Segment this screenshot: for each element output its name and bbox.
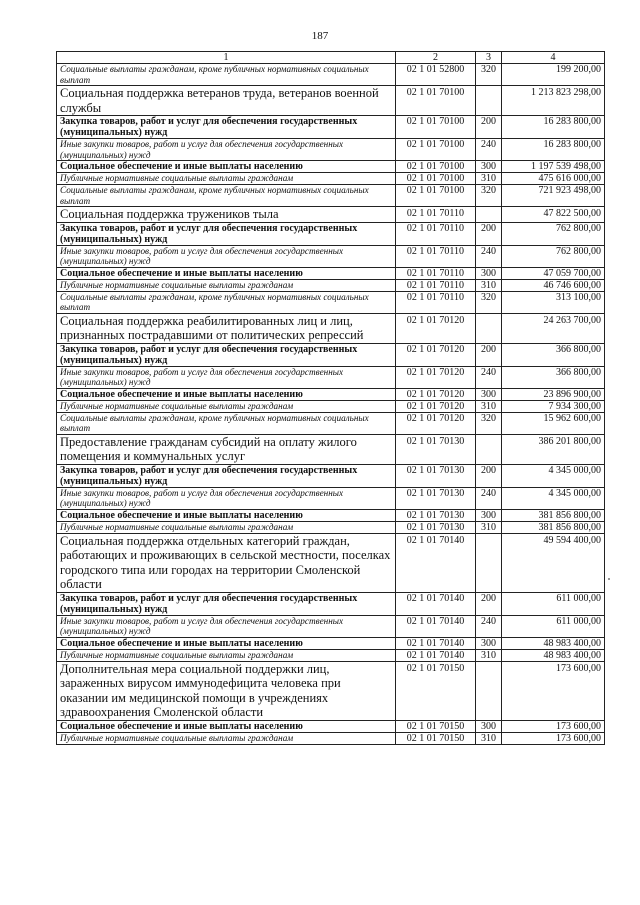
table-row [57,279,605,291]
row-type-cell: 310 [476,279,502,291]
row-type-cell: 320 [476,64,502,86]
column-header-name: 1 [57,52,396,64]
row-code-cell: 02 1 01 70110 [396,207,476,223]
row-amount-cell: 49 594 400,00 [502,533,605,592]
row-type-cell: 240 [476,487,502,509]
row-name-cell: Дополнительная мера социальной поддержки лиц, зараженных вирусом иммунодефицита человека при оказании им медицинской помощи в учреждениях здравоохранения Смоленской области [57,661,396,720]
row-code-cell: 02 1 01 70130 [396,434,476,464]
row-type-cell: 200 [476,343,502,366]
row-code-cell: 02 1 01 70100 [396,139,476,161]
row-code-cell: 02 1 01 70120 [396,388,476,400]
budget-table-body [57,52,605,745]
table-row [57,434,605,464]
table-row [57,533,605,592]
row-code-cell: 02 1 01 70130 [396,521,476,533]
row-code-cell: 02 1 01 70140 [396,615,476,637]
row-type-cell [476,533,502,592]
row-type-cell: 200 [476,464,502,487]
table-row [57,139,605,161]
row-code-cell: 02 1 01 70130 [396,487,476,509]
row-amount-cell: 611 000,00 [502,592,605,615]
row-name-cell: Социальное обеспечение и иные выплаты населению [57,267,396,279]
row-code-cell: 02 1 01 70100 [396,173,476,185]
table-row [57,185,605,207]
row-name-cell: Публичные нормативные социальные выплаты гражданам [57,279,396,291]
row-code-cell: 02 1 01 70100 [396,185,476,207]
table-row [57,267,605,279]
row-name-cell: Социальные выплаты гражданам, кроме публичных нормативных социальных выплат [57,185,396,207]
row-code-cell: 02 1 01 70100 [396,86,476,116]
row-code-cell: 02 1 01 70120 [396,412,476,434]
row-type-cell: 310 [476,521,502,533]
row-name-cell: Предоставление гражданам субсидий на оплату жилого помещения и коммунальных услуг [57,434,396,464]
row-type-cell: 310 [476,400,502,412]
row-type-cell [476,86,502,116]
row-type-cell: 300 [476,161,502,173]
row-name-cell: Социальное обеспечение и иные выплаты населению [57,720,396,732]
table-row [57,661,605,720]
row-name-cell: Публичные нормативные социальные выплаты гражданам [57,649,396,661]
row-amount-cell: 47 822 500,00 [502,207,605,223]
row-type-cell [476,207,502,223]
table-row [57,509,605,521]
row-name-cell: Закупка товаров, работ и услуг для обеспечения государственных (муниципальных) нужд [57,343,396,366]
table-row [57,207,605,223]
row-code-cell: 02 1 01 70150 [396,732,476,744]
table-row [57,720,605,732]
row-code-cell: 02 1 01 70140 [396,637,476,649]
row-type-cell: 300 [476,267,502,279]
row-code-cell: 02 1 01 70110 [396,279,476,291]
row-type-cell: 200 [476,592,502,615]
row-type-cell: 320 [476,185,502,207]
row-name-cell: Публичные нормативные социальные выплаты гражданам [57,521,396,533]
row-type-cell: 310 [476,173,502,185]
row-name-cell: Социальные выплаты гражданам, кроме публичных нормативных социальных выплат [57,291,396,313]
row-type-cell: 240 [476,615,502,637]
row-code-cell: 02 1 01 70140 [396,649,476,661]
row-type-cell: 300 [476,637,502,649]
table-row [57,245,605,267]
row-name-cell: Социальное обеспечение и иные выплаты населению [57,509,396,521]
row-amount-cell: 721 923 498,00 [502,185,605,207]
row-type-cell: 300 [476,388,502,400]
row-amount-cell: 611 000,00 [502,615,605,637]
row-amount-cell: 16 283 800,00 [502,139,605,161]
row-name-cell: Социальное обеспечение и иные выплаты населению [57,388,396,400]
row-amount-cell: 16 283 800,00 [502,116,605,139]
row-code-cell: 02 1 01 70130 [396,509,476,521]
table-row [57,592,605,615]
table-row [57,86,605,116]
row-code-cell: 02 1 01 70100 [396,116,476,139]
table-row [57,313,605,343]
table-row [57,388,605,400]
table-row [57,412,605,434]
table-row [57,487,605,509]
table-row [57,732,605,744]
row-code-cell: 02 1 01 70140 [396,533,476,592]
row-code-cell: 02 1 01 70120 [396,343,476,366]
row-amount-cell: 23 896 900,00 [502,388,605,400]
row-amount-cell: 313 100,00 [502,291,605,313]
table-row [57,173,605,185]
row-amount-cell: 4 345 000,00 [502,464,605,487]
row-amount-cell: 48 983 400,00 [502,649,605,661]
row-code-cell: 02 1 01 70110 [396,222,476,245]
row-name-cell: Закупка товаров, работ и услуг для обеспечения государственных (муниципальных) нужд [57,592,396,615]
row-type-cell: 320 [476,291,502,313]
row-name-cell: Социальная поддержка отдельных категорий граждан, работающих и проживающих в сельской местности, поселках городского типа или городах на территории Смоленской области [57,533,396,592]
row-amount-cell: 199 200,00 [502,64,605,86]
row-amount-cell: 762 800,00 [502,222,605,245]
table-row [57,343,605,366]
row-name-cell: Социальное обеспечение и иные выплаты населению [57,637,396,649]
column-header-type: 3 [476,52,502,64]
row-amount-cell: 173 600,00 [502,732,605,744]
row-type-cell: 300 [476,509,502,521]
row-type-cell: 240 [476,366,502,388]
row-code-cell: 02 1 01 70120 [396,313,476,343]
row-type-cell: 320 [476,412,502,434]
table-row [57,615,605,637]
row-name-cell: Закупка товаров, работ и услуг для обеспечения государственных (муниципальных) нужд [57,464,396,487]
row-amount-cell: 46 746 600,00 [502,279,605,291]
table-row [57,649,605,661]
row-code-cell: 02 1 01 70150 [396,661,476,720]
row-name-cell: Публичные нормативные социальные выплаты гражданам [57,732,396,744]
table-row [57,161,605,173]
table-row [57,637,605,649]
row-code-cell: 02 1 01 70110 [396,245,476,267]
row-amount-cell: 762 800,00 [502,245,605,267]
row-amount-cell: 386 201 800,00 [502,434,605,464]
column-header-amount: 4 [502,52,605,64]
table-row [57,464,605,487]
row-type-cell [476,313,502,343]
row-amount-cell: 24 263 700,00 [502,313,605,343]
row-amount-cell: 173 600,00 [502,661,605,720]
row-name-cell: Социальные выплаты гражданам, кроме публичных нормативных социальных выплат [57,412,396,434]
table-row [57,116,605,139]
table-row [57,521,605,533]
row-name-cell: Публичные нормативные социальные выплаты гражданам [57,400,396,412]
row-code-cell: 02 1 01 70120 [396,400,476,412]
row-amount-cell: 366 800,00 [502,366,605,388]
row-name-cell: Социальное обеспечение и иные выплаты населению [57,161,396,173]
table-row [57,64,605,86]
row-name-cell: Социальная поддержка реабилитированных лиц и лиц, признанных пострадавшими от политических репрессий [57,313,396,343]
row-name-cell: Иные закупки товаров, работ и услуг для обеспечения государственных (муниципальных) нужд [57,366,396,388]
row-amount-cell: 381 856 800,00 [502,509,605,521]
row-type-cell: 310 [476,649,502,661]
row-amount-cell: 1 197 539 498,00 [502,161,605,173]
row-type-cell [476,434,502,464]
row-code-cell: 02 1 01 52800 [396,64,476,86]
row-amount-cell: 15 962 600,00 [502,412,605,434]
row-type-cell: 300 [476,720,502,732]
row-name-cell: Иные закупки товаров, работ и услуг для обеспечения государственных (муниципальных) нужд [57,615,396,637]
table-row [57,291,605,313]
scan-speck [608,578,610,580]
row-code-cell: 02 1 01 70120 [396,366,476,388]
row-type-cell: 310 [476,732,502,744]
row-amount-cell: 366 800,00 [502,343,605,366]
page-number: 187 [311,30,329,42]
table-header-row [57,52,605,64]
table-row [57,400,605,412]
table-row [57,222,605,245]
row-amount-cell: 475 616 000,00 [502,173,605,185]
row-type-cell [476,661,502,720]
row-name-cell: Публичные нормативные социальные выплаты гражданам [57,173,396,185]
row-name-cell: Закупка товаров, работ и услуг для обеспечения государственных (муниципальных) нужд [57,116,396,139]
row-amount-cell: 47 059 700,00 [502,267,605,279]
row-amount-cell: 4 345 000,00 [502,487,605,509]
row-type-cell: 200 [476,222,502,245]
row-type-cell: 240 [476,139,502,161]
row-name-cell: Социальная поддержка тружеников тыла [57,207,396,223]
row-amount-cell: 48 983 400,00 [502,637,605,649]
row-code-cell: 02 1 01 70140 [396,592,476,615]
row-code-cell: 02 1 01 70110 [396,291,476,313]
row-name-cell: Иные закупки товаров, работ и услуг для обеспечения государственных (муниципальных) нужд [57,245,396,267]
row-name-cell: Иные закупки товаров, работ и услуг для обеспечения государственных (муниципальных) нужд [57,139,396,161]
table-row [57,366,605,388]
row-name-cell: Закупка товаров, работ и услуг для обеспечения государственных (муниципальных) нужд [57,222,396,245]
row-amount-cell: 1 213 823 298,00 [502,86,605,116]
row-amount-cell: 7 934 300,00 [502,400,605,412]
row-code-cell: 02 1 01 70130 [396,464,476,487]
row-name-cell: Социальная поддержка ветеранов труда, ветеранов военной службы [57,86,396,116]
row-type-cell: 240 [476,245,502,267]
row-type-cell: 200 [476,116,502,139]
row-name-cell: Иные закупки товаров, работ и услуг для обеспечения государственных (муниципальных) нужд [57,487,396,509]
row-amount-cell: 381 856 800,00 [502,521,605,533]
row-code-cell: 02 1 01 70100 [396,161,476,173]
row-code-cell: 02 1 01 70150 [396,720,476,732]
column-header-code: 2 [396,52,476,64]
row-code-cell: 02 1 01 70110 [396,267,476,279]
row-amount-cell: 173 600,00 [502,720,605,732]
budget-table [56,51,605,745]
row-name-cell: Социальные выплаты гражданам, кроме публичных нормативных социальных выплат [57,64,396,86]
